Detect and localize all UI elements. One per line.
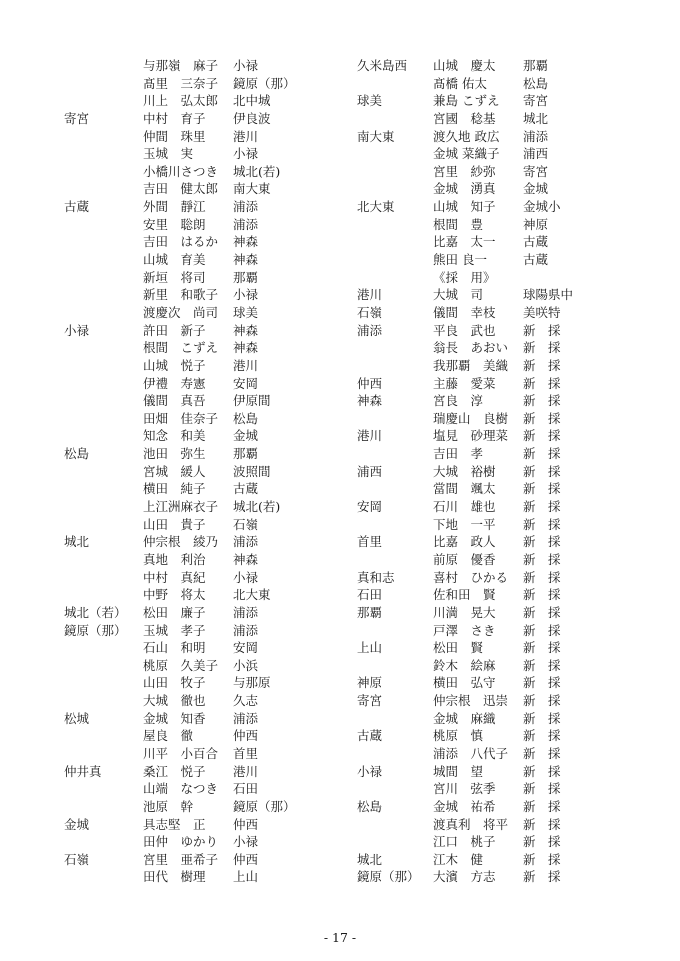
destination-cell: 神森 [233,322,259,338]
name-cell: 戸澤 さき [433,622,496,638]
name-cell: 兼島 こずえ [433,93,500,109]
destination-cell: 小禄 [233,146,259,162]
destination-cell: 仲西 [233,851,259,867]
name-cell: 宮國 稔基 [433,110,496,126]
name-cell: 金城 湧真 [433,181,496,197]
name-cell: 桑江 悦子 [143,763,206,779]
name-cell: 石川 雄也 [433,499,496,515]
name-cell: 大城 裕樹 [433,463,496,479]
name-cell: 根間 こずえ [143,340,219,356]
name-cell: 宮城 緩人 [143,463,206,479]
destination-cell: 城北(若) [233,163,281,179]
name-cell: 仲宗根 迅崇 [433,693,509,709]
name-cell: 中村 育子 [143,110,206,126]
name-cell: 山端 なつき [143,781,219,797]
name-cell: 山城 知子 [433,199,496,215]
destination-cell: 新 採 [523,763,561,779]
destination-cell: 浦西 [523,146,549,162]
destination-cell: 金城小 [523,199,561,215]
destination-cell: 新 採 [523,534,561,550]
school-cell: 真和志 [357,569,395,585]
name-cell: 桃原 久美子 [143,657,219,673]
name-cell: 大城 徹也 [143,693,206,709]
destination-cell: 久志 [233,693,259,709]
destination-cell: 浦添 [233,199,259,215]
school-cell: 石嶺 [64,851,90,867]
school-cell: 北大東 [357,199,395,215]
name-cell: 下地 一平 [433,516,496,532]
school-cell: 小禄 [64,322,90,338]
destination-cell: 小禄 [233,58,259,73]
destination-cell: 新 採 [523,781,561,797]
destination-cell: 港川 [233,357,259,373]
school-cell: 仲井真 [64,763,102,779]
name-cell: 金城 麻織 [433,710,496,726]
name-cell: 宮川 弦季 [433,781,496,797]
name-cell: 仲宗根 綾乃 [143,534,219,550]
name-cell: 比嘉 太一 [433,234,496,250]
name-cell: 金城 菜織子 [433,146,500,162]
destination-cell: 古蔵 [523,234,549,250]
destination-cell: 新 採 [523,428,561,444]
school-cell: 浦西 [357,463,383,479]
destination-cell: 球陽県中 [523,287,574,303]
name-cell: 伊禮 寿憲 [143,375,206,391]
school-cell: 城北（若） [64,604,127,620]
destination-cell: 新 採 [523,569,561,585]
destination-cell: 金城 [523,181,549,197]
name-cell: 池田 弥生 [143,446,206,462]
school-cell: 古蔵 [64,199,90,215]
name-cell: 山田 貴子 [143,516,206,532]
destination-cell: 新 採 [523,798,561,814]
destination-cell: 新 採 [523,710,561,726]
destination-cell: 新 採 [523,657,561,673]
name-cell: 瑞慶山 良樹 [433,410,509,426]
destination-cell: 鏡原（那） [233,75,296,91]
destination-cell: 新 採 [523,851,561,867]
school-cell: 久米島西 [357,58,408,73]
name-cell: 石山 和明 [143,640,206,656]
school-cell: 城北 [357,851,383,867]
school-cell: 城北 [64,534,90,550]
name-cell: 田仲 ゆかり [143,834,219,850]
destination-cell: 城北(若) [233,499,281,515]
school-cell: 球美 [357,93,383,109]
name-cell: 横田 弘守 [433,675,496,691]
name-cell: 平良 武也 [433,322,496,338]
name-cell: 吉田 孝 [433,446,484,462]
destination-cell: 浦添 [233,604,259,620]
destination-cell: 仲西 [233,816,259,832]
school-cell: 鏡原（那） [357,869,420,885]
name-cell: 我那覇 美織 [433,357,509,373]
destination-cell: 那覇 [233,446,259,462]
name-cell: 髙橋 佑太 [433,75,487,91]
destination-cell: 新 採 [523,463,561,479]
name-cell: 中村 真紀 [143,569,206,585]
destination-cell: 小禄 [233,834,259,850]
name-cell: 儀間 幸枝 [433,304,496,320]
name-cell: 川上 弘太郎 [143,93,219,109]
destination-cell: 与那原 [233,675,271,691]
destination-cell: 古蔵 [523,252,549,268]
name-cell: 真地 利治 [143,551,206,567]
destination-cell: 浦添 [523,128,549,144]
destination-cell: 石嶺 [233,516,259,532]
destination-cell: 安岡 [233,375,259,391]
name-cell: 鈴木 絵麻 [433,657,496,673]
destination-cell: 小浜 [233,657,259,673]
school-cell: 小禄 [357,763,383,779]
name-cell: 大城 司 [433,287,484,303]
name-cell: 山城 悦子 [143,357,206,373]
destination-cell: 新 採 [523,834,561,850]
name-cell: 宮里 亜希子 [143,851,219,867]
name-cell: 山田 牧子 [143,675,206,691]
name-cell: 玉城 孝子 [143,622,206,638]
name-cell: 渡久地 政広 [433,128,500,144]
name-cell: 松田 賢 [433,640,484,656]
name-cell: 浦添 八代子 [433,745,509,761]
name-cell: 渡真利 将平 [433,816,509,832]
name-cell: 中野 将太 [143,587,206,603]
destination-cell: 港川 [233,128,259,144]
school-cell: 金城 [64,816,90,832]
name-cell: 江木 健 [433,851,484,867]
destination-cell: 城北 [523,110,549,126]
name-cell: 髙里 三奈子 [143,75,219,91]
school-cell: 首里 [357,534,383,550]
destination-cell: 小禄 [233,287,259,303]
destination-cell: 新 採 [523,446,561,462]
destination-cell: 新 採 [523,551,561,567]
name-cell: 山城 育美 [143,252,206,268]
page-number: - 17 - [323,930,357,945]
destination-cell: 那覇 [523,58,549,73]
name-cell: 根間 豊 [433,216,484,232]
school-cell: 那覇 [357,604,383,620]
destination-cell: 神森 [233,252,259,268]
school-cell: 松島 [64,446,90,462]
name-cell: 新里 和歌子 [143,287,219,303]
destination-cell: 北中城 [233,93,271,109]
school-cell: 南大東 [357,128,395,144]
destination-cell: 新 採 [523,816,561,832]
destination-cell: 新 採 [523,357,561,373]
school-cell: 石田 [357,587,383,603]
name-cell: 上江洲麻衣子 [143,499,219,515]
name-cell: 許田 新子 [143,322,206,338]
destination-cell: 神原 [523,216,549,232]
destination-cell: 金城 [233,428,259,444]
school-cell: 寄宮 [357,693,383,709]
name-cell: 宮里 紗弥 [433,163,496,179]
name-cell: 前原 優香 [433,551,496,567]
name-cell: 吉田 健太郎 [143,181,219,197]
name-cell: 佐和田 賢 [433,587,496,603]
name-cell: 松田 廉子 [143,604,206,620]
name-cell: 江口 桃子 [433,834,496,850]
destination-cell: 浦添 [233,710,259,726]
name-cell: 城間 望 [433,763,484,779]
destination-cell: 新 採 [523,340,561,356]
destination-cell: 浦添 [233,622,259,638]
destination-cell: 球美 [233,304,259,320]
name-cell: 外間 靜江 [143,199,206,215]
destination-cell: 新 採 [523,587,561,603]
name-cell: 《採 用》 [433,269,496,285]
destination-cell: 石田 [233,781,259,797]
destination-cell: 北大東 [233,587,271,603]
school-cell: 松島 [357,798,383,814]
destination-cell: 伊良波 [233,110,271,126]
name-cell: 當間 颯太 [433,481,496,497]
name-cell: 田代 樹理 [143,869,206,885]
school-cell: 浦添 [357,322,383,338]
name-cell: 具志堅 正 [143,816,206,832]
destination-cell: 新 採 [523,375,561,391]
name-cell: 主藤 愛菜 [433,375,496,391]
name-cell: 川平 小百合 [143,745,219,761]
destination-cell: 那覇 [233,269,259,285]
destination-cell: 松島 [233,410,259,426]
name-cell: 熊田 良一 [433,252,487,268]
destination-cell: 新 採 [523,869,561,885]
destination-cell: 伊原間 [233,393,271,409]
name-cell: 大濱 方志 [433,869,496,885]
school-cell: 寄宮 [64,110,90,126]
destination-cell: 新 採 [523,516,561,532]
destination-cell: 仲西 [233,728,259,744]
school-cell: 鏡原（那） [64,622,127,638]
destination-cell: 浦添 [233,216,259,232]
school-cell: 港川 [357,287,383,303]
destination-cell: 新 採 [523,481,561,497]
name-cell: 池原 幹 [143,798,194,814]
destination-cell: 首里 [233,745,259,761]
destination-cell: 小禄 [233,569,259,585]
destination-cell: 新 採 [523,410,561,426]
name-cell: 与那嶺 麻子 [143,58,219,73]
name-cell: 金城 知香 [143,710,206,726]
destination-cell: 新 採 [523,675,561,691]
destination-cell: 安岡 [233,640,259,656]
name-cell: 山城 慶太 [433,58,496,73]
school-cell: 安岡 [357,499,383,515]
destination-cell: 新 採 [523,604,561,620]
school-cell: 神森 [357,393,383,409]
name-cell: 玉城 実 [143,146,194,162]
name-cell: 知念 和美 [143,428,206,444]
name-cell: 吉田 はるか [143,234,219,250]
destination-cell: 寄宮 [523,93,549,109]
destination-cell: 浦添 [233,534,259,550]
school-cell: 上山 [357,640,383,656]
school-cell: 古蔵 [357,728,383,744]
name-cell: 安里 聡朗 [143,216,206,232]
name-cell: 川満 晃大 [433,604,496,620]
destination-cell: 新 採 [523,622,561,638]
name-cell: 儀間 真吾 [143,393,206,409]
name-cell: 桃原 慎 [433,728,484,744]
destination-cell: 新 採 [523,693,561,709]
destination-cell: 波照間 [233,463,271,479]
school-cell: 松城 [64,710,90,726]
name-cell: 宮良 淳 [433,393,484,409]
name-cell: 喜村 ひかる [433,569,509,585]
destination-cell: 新 採 [523,393,561,409]
school-cell: 港川 [357,428,383,444]
name-cell: 金城 祐希 [433,798,496,814]
name-cell: 屋良 徹 [143,728,194,744]
name-cell: 比嘉 政人 [433,534,496,550]
name-cell: 横田 純子 [143,481,206,497]
school-cell: 神原 [357,675,383,691]
name-cell: 仲間 珠里 [143,128,206,144]
destination-cell: 神森 [233,340,259,356]
destination-cell: 港川 [233,763,259,779]
destination-cell: 神森 [233,234,259,250]
destination-cell: 新 採 [523,745,561,761]
destination-cell: 南大東 [233,181,271,197]
destination-cell: 新 採 [523,728,561,744]
name-cell: 新垣 将司 [143,269,206,285]
destination-cell: 松島 [523,75,549,91]
destination-cell: 美咲特 [523,304,561,320]
name-cell: 塩見 砂理菜 [433,428,509,444]
school-cell: 仲西 [357,375,383,391]
destination-cell: 新 採 [523,499,561,515]
destination-cell: 鏡原（那） [233,798,296,814]
name-cell: 小橋川さつき [143,163,219,179]
destination-cell: 新 採 [523,322,561,338]
destination-cell: 上山 [233,869,259,885]
name-cell: 田畑 佳奈子 [143,410,219,426]
name-cell: 翁長 あおい [433,340,509,356]
destination-cell: 新 採 [523,640,561,656]
name-cell: 渡慶次 尚司 [143,304,219,320]
destination-cell: 寄宮 [523,163,549,179]
school-cell: 石嶺 [357,304,383,320]
destination-cell: 古蔵 [233,481,259,497]
destination-cell: 神森 [233,551,259,567]
